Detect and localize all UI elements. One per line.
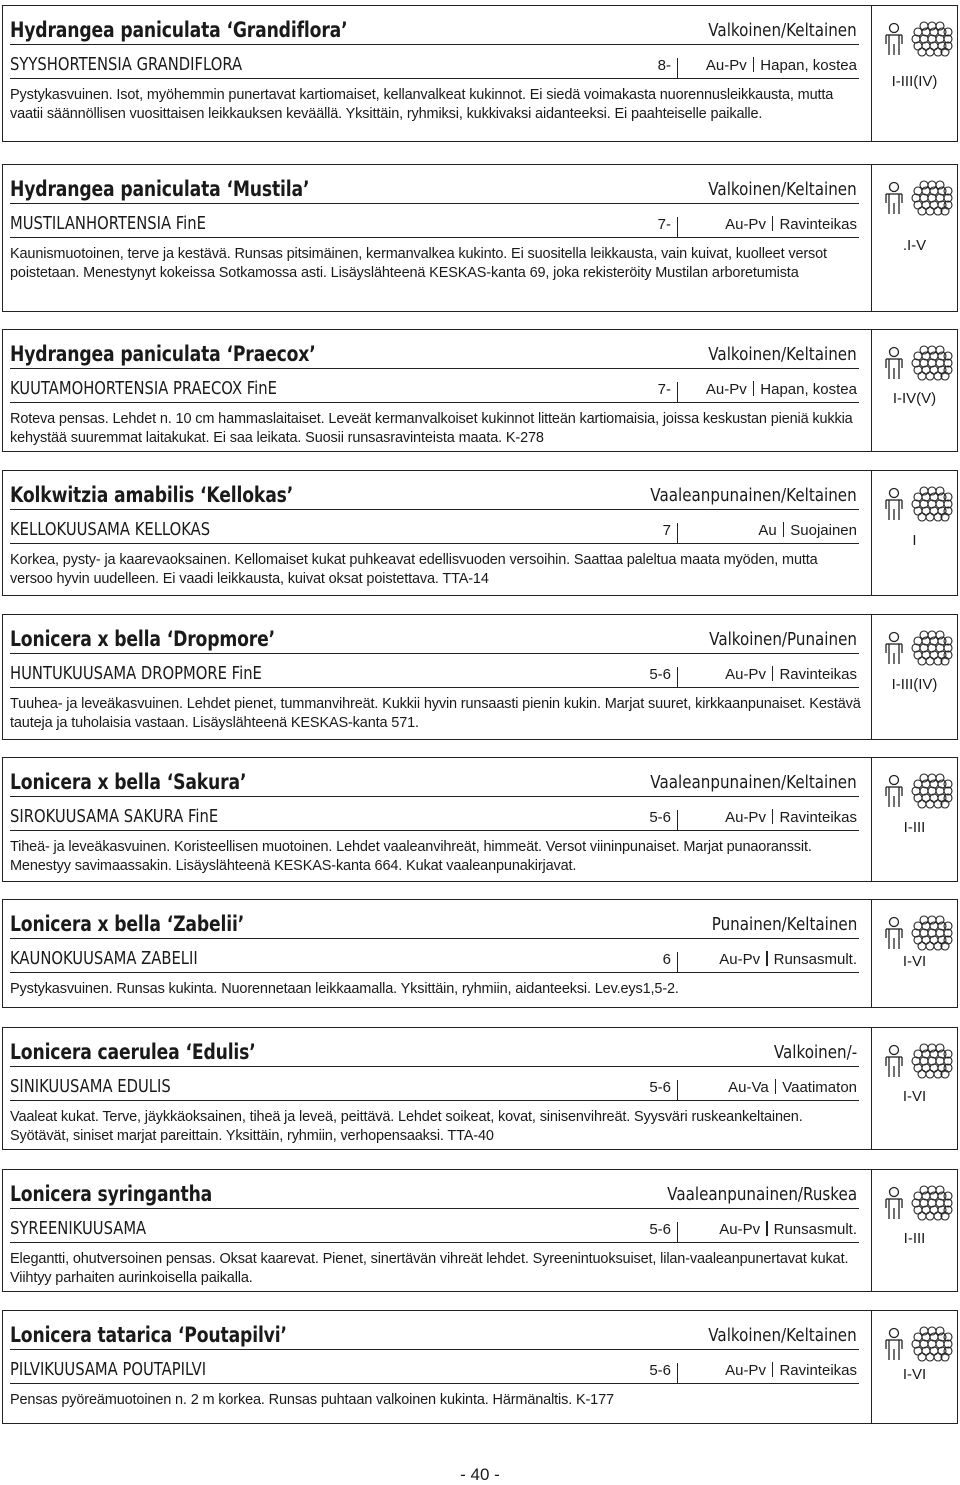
height-value: 5-6 xyxy=(649,1362,671,1379)
exposure: Au-Pv xyxy=(725,666,766,683)
scientific-name: Lonicera tatarica ‘Poutapilvi’ xyxy=(10,1323,287,1347)
flower-color: Valkoinen/Keltainen xyxy=(708,344,857,365)
exposure: Au-Pv xyxy=(719,1221,761,1238)
entry-main xyxy=(3,1170,872,1291)
column-divider xyxy=(677,810,679,830)
page-number: - 40 - xyxy=(460,1465,500,1484)
shrub-icon xyxy=(906,12,956,63)
soil: Hapan, kostea xyxy=(760,381,857,398)
entry-subheader xyxy=(10,1210,859,1243)
entry-header xyxy=(10,1174,859,1209)
exposure: Au-Pv xyxy=(705,57,747,74)
column-divider xyxy=(677,667,679,687)
shrub-icon xyxy=(906,336,956,387)
person-icon xyxy=(884,487,904,526)
common-name: HUNTUKUUSAMA DROPMORE FinE xyxy=(10,663,262,684)
entry-side xyxy=(872,471,957,595)
shrub-icon xyxy=(906,764,956,815)
growing-conditions xyxy=(719,951,857,968)
hardiness-zone: I-VI xyxy=(902,953,927,970)
entry-main xyxy=(3,330,872,451)
plant-entry xyxy=(2,329,958,452)
entry-subheader xyxy=(10,370,859,403)
entry-header xyxy=(10,762,859,797)
shrub-icon xyxy=(906,621,956,672)
plant-entry xyxy=(2,1027,958,1150)
height-value: 7 xyxy=(662,522,671,539)
entry-subheader xyxy=(10,205,859,238)
plant-entry xyxy=(2,164,958,312)
person-icon xyxy=(884,774,904,813)
hardiness-zone: I-VI xyxy=(902,1088,927,1105)
soil: Suojainen xyxy=(790,522,857,539)
common-name: KELLOKUUSAMA KELLOKAS xyxy=(10,519,211,540)
soil: Ravinteikas xyxy=(779,666,857,683)
entry-side xyxy=(872,615,957,739)
common-name: SIROKUUSAMA SAKURA FinE xyxy=(10,806,219,827)
person-icon xyxy=(884,916,904,955)
description: Kaunismuotoinen, terve ja kestävä. Runsas pitsimäinen, kermanvalkea kukinto. Ei suositella leikkausta, vain kuivat, kuolleet versot poistetaan. Menestynyt kokeissa Sotkamossa asti. Lisäyslähteenä KESKAS-kanta 69, joka rekisteröity Mustilan arboretumista xyxy=(10,246,827,281)
scientific-name: Lonicera caerulea ‘Edulis’ xyxy=(10,1040,256,1064)
flower-color: Valkoinen/Keltainen xyxy=(708,1325,857,1346)
shrub-icon xyxy=(906,477,956,528)
hardiness-zone: I-III xyxy=(903,1230,926,1247)
entry-subheader xyxy=(10,655,859,688)
entry-header xyxy=(10,904,859,939)
soil: Ravinteikas xyxy=(779,216,857,233)
entry-main xyxy=(3,6,872,141)
entry-side xyxy=(872,330,957,451)
flower-color: Vaaleanpunainen/Ruskea xyxy=(667,1184,857,1205)
entry-main xyxy=(3,615,872,739)
soil: Runsasmult. xyxy=(773,1221,857,1238)
hardiness-zone: .I-V xyxy=(902,237,927,254)
growing-conditions xyxy=(719,1221,857,1238)
common-name: KUUTAMOHORTENSIA PRAECOX FinE xyxy=(10,378,277,399)
column-divider xyxy=(677,523,679,543)
size-icons xyxy=(884,1034,956,1086)
entry-header xyxy=(10,1315,859,1350)
size-icons xyxy=(884,906,956,958)
entry-subheader xyxy=(10,511,859,544)
column-divider xyxy=(677,1080,679,1100)
hardiness-zone: I-III xyxy=(903,819,926,836)
column-divider xyxy=(677,1222,679,1242)
entry-side xyxy=(872,758,957,881)
growing-conditions xyxy=(725,1362,857,1379)
plant-entry xyxy=(2,5,958,142)
column-divider xyxy=(677,952,679,972)
size-icons xyxy=(884,171,956,223)
exposure: Au-Pv xyxy=(725,809,766,826)
entry-header xyxy=(10,334,859,369)
pipe-divider xyxy=(772,809,774,824)
pipe-divider xyxy=(775,1079,777,1094)
description: Tiheä- ja leveäkasvuinen. Koristeellisen muotoinen. Lehdet vaaleanvihreät, himmeät. Versot viininpunaiset. Marjat punaoranssit. Menestyy savimaassakin. Lisäyslähteenä KESKAS-kanta 664. Kukat vaaleanpunakirjavat. xyxy=(10,839,812,874)
size-icons xyxy=(884,1317,956,1369)
description: Elegantti, ohutversoinen pensas. Oksat kaarevat. Pienet, sinertävän vihreät lehdet. Syreenintuoksuiset, lilan-vaaleanpunertavat kukat. Viihtyy parhaiten aurinkoisella paikalla. xyxy=(10,1251,849,1286)
pipe-divider xyxy=(772,1362,774,1377)
pipe-divider xyxy=(783,522,785,537)
shrub-icon xyxy=(906,906,956,957)
entry-subheader xyxy=(10,1351,859,1384)
shrub-icon xyxy=(906,1176,956,1227)
common-name: PILVIKUUSAMA POUTAPILVI xyxy=(10,1359,207,1380)
growing-conditions xyxy=(706,57,857,74)
pipe-divider xyxy=(753,381,755,396)
pipe-divider xyxy=(766,951,768,966)
column-divider xyxy=(677,382,679,402)
description: Pensas pyöreämuotoinen n. 2 m korkea. Runsas puhtaan valkoinen kukinta. Härmänaltis. K-177 xyxy=(10,1392,614,1408)
scientific-name: Lonicera x bella ‘Sakura’ xyxy=(10,770,247,794)
scientific-name: Kolkwitzia amabilis ‘Kellokas’ xyxy=(10,483,294,507)
scientific-name: Hydrangea paniculata ‘Praecox’ xyxy=(10,342,316,366)
exposure: Au-Pv xyxy=(725,216,766,233)
hardiness-zone: I-VI xyxy=(902,1366,927,1383)
flower-color: Valkoinen/Keltainen xyxy=(708,179,857,200)
entry-subheader xyxy=(10,46,859,79)
column-divider xyxy=(677,1363,679,1383)
common-name: SYYSHORTENSIA GRANDIFLORA xyxy=(10,54,243,75)
flower-color: Valkoinen/- xyxy=(773,1042,857,1063)
shrub-icon xyxy=(906,171,956,222)
entry-main xyxy=(3,900,872,1007)
plant-entry xyxy=(2,614,958,740)
flower-color: Valkoinen/Keltainen xyxy=(708,20,857,41)
common-name: KAUNOKUUSAMA ZABELII xyxy=(10,948,198,969)
soil: Runsasmult. xyxy=(773,951,857,968)
height-value: 8- xyxy=(657,57,671,74)
shrub-icon xyxy=(906,1034,956,1085)
height-value: 5-6 xyxy=(649,809,671,826)
column-divider xyxy=(677,58,679,78)
plant-entry xyxy=(2,899,958,1008)
hardiness-zone: I-III(IV) xyxy=(891,73,938,90)
description: Tuuhea- ja leveäkasvuinen. Lehdet pienet, tummanvihreät. Kukkii hyvin runsaasti pienin kukin. Marjat suuret, kirkkaanpunaiset. Kestävä tauteja ja tuholaisia vastaan. Lisäyslähteenä KESKAS-kanta 571. xyxy=(10,696,861,731)
height-value: 5-6 xyxy=(649,666,671,683)
entry-main xyxy=(3,758,872,881)
entry-header xyxy=(10,1032,859,1067)
soil: Ravinteikas xyxy=(779,1362,857,1379)
size-icons xyxy=(884,764,956,816)
hardiness-zone: I xyxy=(912,532,917,549)
person-icon xyxy=(884,1186,904,1225)
description: Roteva pensas. Lehdet n. 10 cm hammaslaitaiset. Leveät kermanvalkoiset kukinnot litteän kartiomaisia, joissa keskustan pieniä kukkia kehystää suuremmat laitakukat. Ei saa leikata. Suosii runsasravinteista maata. K-278 xyxy=(10,411,853,446)
entry-side xyxy=(872,6,957,141)
common-name: SYREENIKUUSAMA xyxy=(10,1218,147,1239)
entry-side xyxy=(872,900,957,1007)
entry-subheader xyxy=(10,1068,859,1101)
entry-side xyxy=(872,165,957,311)
pipe-divider xyxy=(772,666,774,681)
pipe-divider xyxy=(772,216,774,231)
soil: Vaatimaton xyxy=(782,1079,857,1096)
entry-side xyxy=(872,1028,957,1149)
scientific-name: Lonicera syringantha xyxy=(10,1182,213,1206)
flower-color: Vaaleanpunainen/Keltainen xyxy=(650,772,857,793)
entry-header xyxy=(10,169,859,204)
entry-header xyxy=(10,619,859,654)
height-value: 7- xyxy=(657,216,671,233)
growing-conditions xyxy=(725,666,857,683)
plant-entry xyxy=(2,470,958,596)
person-icon xyxy=(884,1327,904,1366)
person-icon xyxy=(884,1044,904,1083)
growing-conditions xyxy=(725,216,857,233)
person-icon xyxy=(884,22,904,61)
description: Vaaleat kukat. Terve, jäykkäoksainen, tiheä ja leveä, peittävä. Lehdet soikeat, kovat, sinisenvihreät. Syysväri ruskeankeltainen. Syötävät, siniset marjat pareittain. Yksittäin, ryhmiin, verhopensaaksi. TTA-40 xyxy=(10,1109,803,1144)
person-icon xyxy=(884,181,904,220)
person-icon xyxy=(884,346,904,385)
entry-header xyxy=(10,10,859,45)
height-value: 5-6 xyxy=(649,1079,671,1096)
description: Pystykasvuinen. Isot, myöhemmin punertavat kartiomaiset, kellanvalkeat kukinnot. Ei siedä voimakasta nuorennusleikkausta, mutta vaatii säännöllisen vuosittaisen leikkauksen keväällä. Yksittäin, ryhmiksi, kukkivaksi aidanteeksi. Ei paahteiselle paikalle. xyxy=(10,87,834,122)
growing-conditions xyxy=(725,809,857,826)
column-divider xyxy=(677,217,679,237)
scientific-name: Hydrangea paniculata ‘Mustila’ xyxy=(10,177,310,201)
exposure: Au xyxy=(758,522,777,539)
size-icons xyxy=(884,477,956,529)
size-icons xyxy=(884,621,956,673)
exposure: Au-Va xyxy=(728,1079,769,1096)
description: Pystykasvuinen. Runsas kukinta. Nuorennetaan leikkaamalla. Yksittäin, ryhmiin, aidanteeksi. Lev.eys1,5-2. xyxy=(10,981,679,997)
scientific-name: Hydrangea paniculata ‘Grandiflora’ xyxy=(10,18,348,42)
height-value: 7- xyxy=(657,381,671,398)
common-name: SINIKUUSAMA EDULIS xyxy=(10,1076,171,1097)
entry-side xyxy=(872,1170,957,1291)
entry-header xyxy=(10,475,859,510)
hardiness-zone: I-III(IV) xyxy=(891,676,938,693)
height-value: 5-6 xyxy=(649,1221,671,1238)
person-icon xyxy=(884,631,904,670)
soil: Hapan, kostea xyxy=(760,57,857,74)
flower-color: Punainen/Keltainen xyxy=(711,914,857,935)
pipe-divider xyxy=(753,57,755,72)
size-icons xyxy=(884,1176,956,1228)
pipe-divider xyxy=(766,1221,768,1236)
size-icons xyxy=(884,336,956,388)
soil: Ravinteikas xyxy=(779,809,857,826)
growing-conditions xyxy=(706,381,857,398)
description: Korkea, pysty- ja kaarevaoksainen. Kellomaiset kukat puhkeavat edellisvuoden versoihin. Saattaa paleltua maata myöden, mutta versoo hyvin uudelleen. Ei vaadi leikkausta, kuivat oksat poistettava. TTA-14 xyxy=(10,552,818,587)
entry-main xyxy=(3,1311,872,1423)
entry-main xyxy=(3,1028,872,1149)
flower-color: Vaaleanpunainen/Keltainen xyxy=(650,485,857,506)
common-name: MUSTILANHORTENSIA FinE xyxy=(10,213,206,234)
shrub-icon xyxy=(906,1317,956,1368)
entry-side xyxy=(872,1311,957,1423)
entry-main xyxy=(3,165,872,311)
exposure: Au-Pv xyxy=(725,1362,766,1379)
entry-main xyxy=(3,471,872,595)
hardiness-zone: I-IV(V) xyxy=(892,390,937,407)
size-icons xyxy=(884,12,956,64)
exposure: Au-Pv xyxy=(705,381,747,398)
height-value: 6 xyxy=(662,951,671,968)
exposure: Au-Pv xyxy=(719,951,761,968)
growing-conditions xyxy=(728,1079,857,1096)
plant-entry xyxy=(2,1310,958,1424)
flower-color: Valkoinen/Punainen xyxy=(709,629,857,650)
scientific-name: Lonicera x bella ‘Zabelii’ xyxy=(10,912,245,936)
entry-subheader xyxy=(10,940,859,973)
growing-conditions xyxy=(758,522,857,539)
entry-subheader xyxy=(10,798,859,831)
plant-entry xyxy=(2,757,958,882)
scientific-name: Lonicera x bella ‘Dropmore’ xyxy=(10,627,276,651)
plant-entry xyxy=(2,1169,958,1292)
